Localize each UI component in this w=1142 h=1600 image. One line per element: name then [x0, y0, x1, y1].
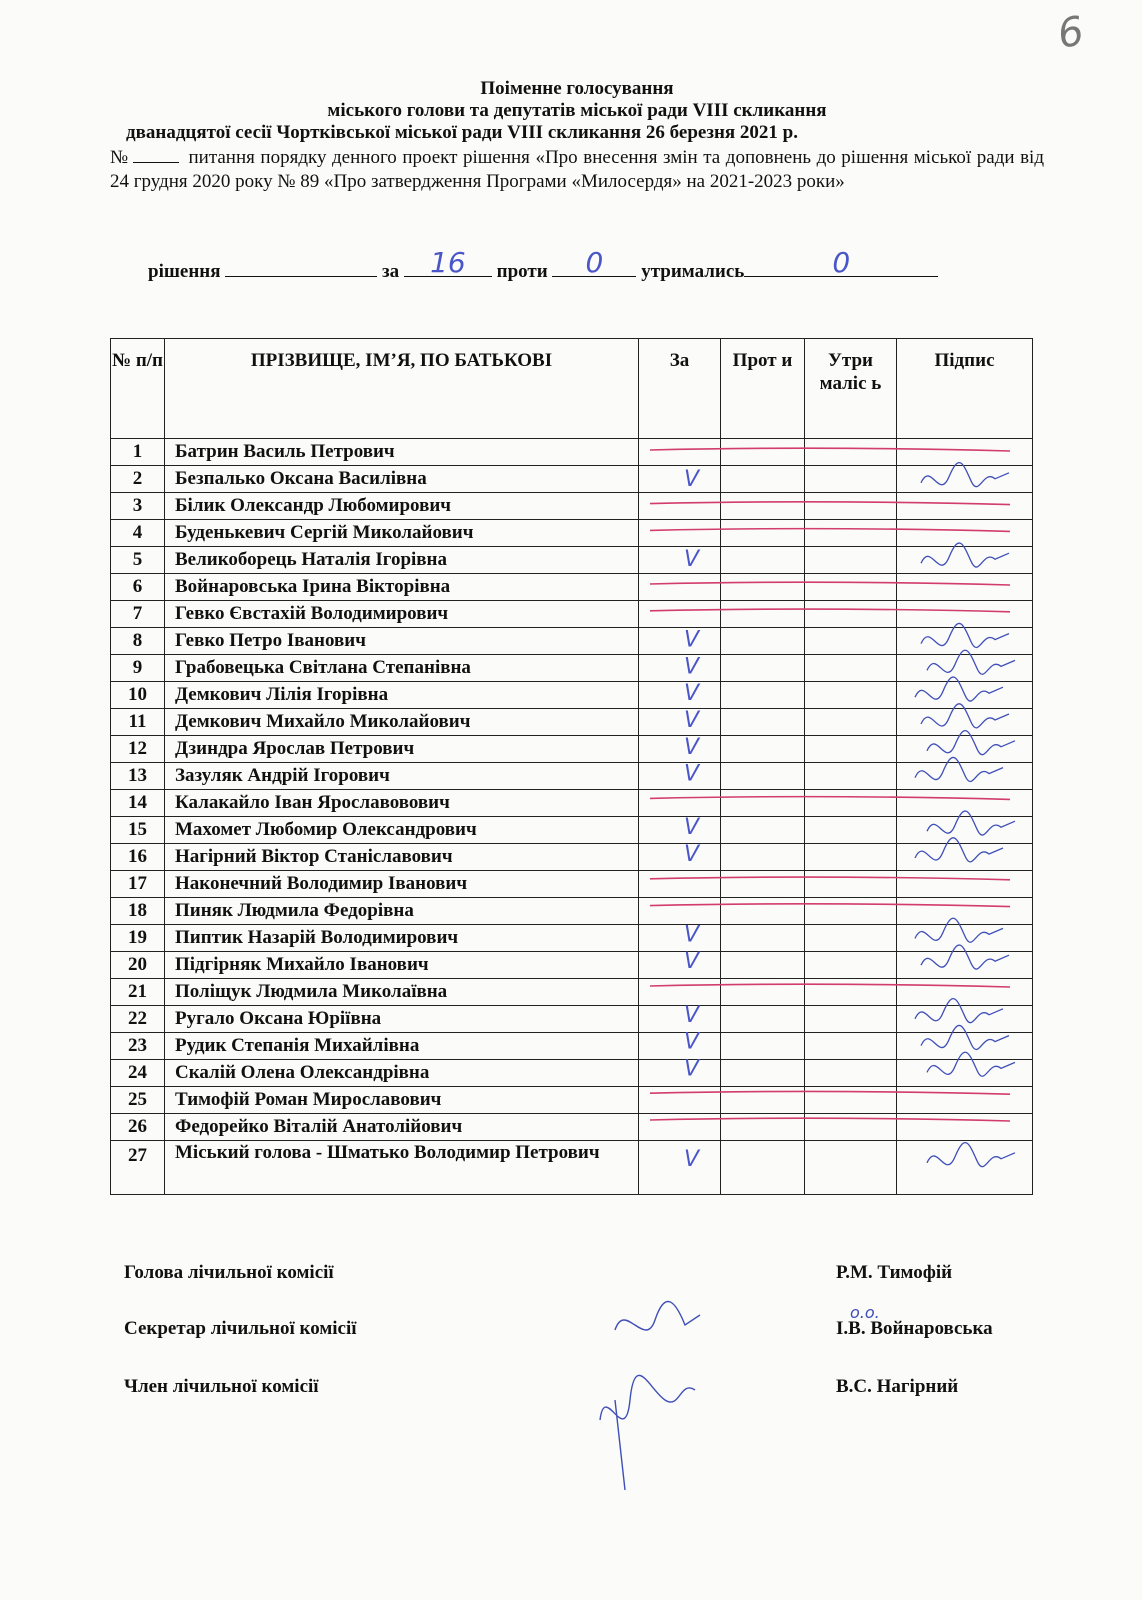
vote-against-cell: [721, 601, 805, 628]
row-number: 19: [111, 925, 165, 952]
deputy-name: Демкович Михайло Миколайович: [165, 709, 639, 736]
vote-against-cell: [721, 682, 805, 709]
signature-cell: [897, 763, 1033, 790]
col-signature-header: Підпис: [897, 339, 1033, 439]
row-number: 15: [111, 817, 165, 844]
against-count: 0: [585, 246, 604, 279]
secretary-role: Секретар лічильної комісії: [124, 1318, 357, 1339]
table-row: [111, 655, 1033, 682]
row-number: 10: [111, 682, 165, 709]
deputy-name: Рудик Степанія Михайлівна: [165, 1033, 639, 1060]
vote-for-cell: [639, 493, 721, 520]
vote-against-cell: [721, 925, 805, 952]
vote-for-cell: [639, 655, 721, 682]
row-number: 25: [111, 1087, 165, 1114]
signature-cell: [897, 817, 1033, 844]
vote-for-cell: [639, 1006, 721, 1033]
row-number: 1: [111, 439, 165, 466]
table-row: [111, 709, 1033, 736]
col-number-header: № п/п: [111, 339, 165, 439]
vote-abstained-cell: [805, 574, 897, 601]
vote-against-cell: [721, 844, 805, 871]
vote-abstained-cell: [805, 763, 897, 790]
vote-for-cell: [639, 1114, 721, 1141]
deputy-name: Грабовецька Світлана Степанівна: [165, 655, 639, 682]
vote-abstained-cell: [805, 439, 897, 466]
deputy-name: Махомет Любомир Олександрович: [165, 817, 639, 844]
for-count: 16: [430, 246, 466, 279]
table-row: [111, 601, 1033, 628]
table-row: [111, 547, 1033, 574]
vote-against-cell: [721, 790, 805, 817]
table-row: [111, 925, 1033, 952]
signature-cell: [897, 925, 1033, 952]
vote-against-cell: [721, 439, 805, 466]
table-row: [111, 1087, 1033, 1114]
vote-for-cell: [639, 1060, 721, 1087]
vote-for-cell: [639, 1141, 721, 1195]
vote-against-cell: [721, 763, 805, 790]
deputy-name: Тимофій Роман Мирославович: [165, 1087, 639, 1114]
vote-for-cell: [639, 547, 721, 574]
vote-abstained-cell: [805, 1114, 897, 1141]
deputy-name: Калакайло Іван Ярославовович: [165, 790, 639, 817]
vote-abstained-cell: [805, 1087, 897, 1114]
table-row: [111, 1114, 1033, 1141]
deputy-name: Демкович Лілія Ігорівна: [165, 682, 639, 709]
row-number: 5: [111, 547, 165, 574]
deputy-name: Буденькевич Сергій Миколайович: [165, 520, 639, 547]
table-row: [111, 682, 1033, 709]
vote-for-cell: [639, 844, 721, 871]
decision-label: рішення: [148, 261, 221, 282]
deputy-name: Батрин Василь Петрович: [165, 439, 639, 466]
vote-against-cell: [721, 574, 805, 601]
vote-against-cell: [721, 1033, 805, 1060]
table-row: [111, 979, 1033, 1006]
vote-against-cell: [721, 871, 805, 898]
vote-for-check-mark: V: [684, 1146, 700, 1172]
deputy-name: Міський голова - Шматько Володимир Петрович: [165, 1141, 639, 1195]
table-row: [111, 520, 1033, 547]
secretary-signature: [615, 1301, 700, 1330]
vote-abstained-cell: [805, 817, 897, 844]
table-row: [111, 1006, 1033, 1033]
vote-for-cell: [639, 1087, 721, 1114]
deputy-name: Пиптик Назарій Володимирович: [165, 925, 639, 952]
signature-cell: [897, 736, 1033, 763]
vote-against-cell: [721, 817, 805, 844]
vote-for-cell: [639, 601, 721, 628]
vote-for-check-mark: V: [684, 708, 700, 733]
for-label: за: [382, 261, 400, 282]
deputy-name: Поліщук Людмила Миколаївна: [165, 979, 639, 1006]
vote-against-cell: [721, 1114, 805, 1141]
question-text: питання порядку денного проект рішення «Про внесення змін та доповнень до рішення міської ради від 24 грудня 2020 року № 89 «Про затвердження Програми «Милосердя» на 2021-2023 роки»: [110, 147, 1044, 192]
vote-against-cell: [721, 736, 805, 763]
deputy-name: Наконечний Володимир Іванович: [165, 871, 639, 898]
row-number: 22: [111, 1006, 165, 1033]
member-role: Член лічильної комісії: [124, 1376, 319, 1397]
vote-for-check-mark: V: [684, 1002, 700, 1028]
vote-for-cell: [639, 979, 721, 1006]
chair-name: Р.М. Тимофій: [836, 1262, 953, 1283]
vote-for-cell: [639, 925, 721, 952]
vote-for-check-mark: V: [684, 627, 700, 653]
row-number: 12: [111, 736, 165, 763]
vote-against-cell: [721, 655, 805, 682]
vote-abstained-cell: [805, 925, 897, 952]
title-line-3: дванадцятої сесії Чортківської міської ради VIII скликання 26 березня 2021 р.: [126, 122, 798, 143]
secretary-acting-note: о.о.: [850, 1303, 880, 1322]
roll-call-table: [110, 338, 1033, 1195]
col-for-header: За: [639, 339, 721, 439]
abstained-label: утримались: [641, 261, 745, 282]
deputy-name: Білик Олександр Любомирович: [165, 493, 639, 520]
table-row: [111, 898, 1033, 925]
chair-role: Голова лічильної комісії: [124, 1262, 334, 1283]
vote-for-check-mark: V: [684, 681, 700, 707]
deputy-name: Пиняк Людмила Федорівна: [165, 898, 639, 925]
vote-abstained-cell: [805, 709, 897, 736]
signature-cell: [897, 655, 1033, 682]
abstained-count-field: [744, 246, 938, 279]
vote-abstained-cell: [805, 898, 897, 925]
vote-against-cell: [721, 979, 805, 1006]
vote-against-cell: [721, 547, 805, 574]
row-number: 21: [111, 979, 165, 1006]
signature-cell: [897, 898, 1033, 925]
vote-abstained-cell: [805, 547, 897, 574]
deputy-name: Дзиндра Ярослав Петрович: [165, 736, 639, 763]
table-row: [111, 493, 1033, 520]
vote-abstained-cell: [805, 493, 897, 520]
row-number: 4: [111, 520, 165, 547]
decision-blank: [225, 258, 377, 277]
signature-cell: [897, 466, 1033, 493]
vote-for-cell: [639, 628, 721, 655]
row-number: 9: [111, 655, 165, 682]
vote-for-cell: [639, 871, 721, 898]
vote-against-cell: [721, 1060, 805, 1087]
row-number: 16: [111, 844, 165, 871]
vote-for-cell: [639, 1033, 721, 1060]
deputy-name: Ругало Оксана Юріївна: [165, 1006, 639, 1033]
vote-abstained-cell: [805, 682, 897, 709]
signature-cell: [897, 682, 1033, 709]
deputy-name: Гевко Петро Іванович: [165, 628, 639, 655]
vote-abstained-cell: [805, 736, 897, 763]
signature-cell: [897, 871, 1033, 898]
vote-abstained-cell: [805, 790, 897, 817]
vote-for-cell: [639, 817, 721, 844]
vote-abstained-cell: [805, 655, 897, 682]
signature-cell: [897, 1033, 1033, 1060]
vote-for-cell: [639, 574, 721, 601]
signature-cell: [897, 1141, 1033, 1195]
vote-abstained-cell: [805, 871, 897, 898]
row-number: 2: [111, 466, 165, 493]
vote-abstained-cell: [805, 466, 897, 493]
vote-for-cell: [639, 709, 721, 736]
table-row: [111, 871, 1033, 898]
row-number: 11: [111, 709, 165, 736]
vote-against-cell: [721, 1141, 805, 1195]
col-abstained-header: Утри маліс ь: [805, 339, 897, 439]
row-number: 27: [111, 1141, 165, 1195]
vote-abstained-cell: [805, 1141, 897, 1195]
vote-for-cell: [639, 790, 721, 817]
vote-abstained-cell: [805, 1033, 897, 1060]
table-row: [111, 790, 1033, 817]
vote-abstained-cell: [805, 520, 897, 547]
table-row: [111, 844, 1033, 871]
row-number: 6: [111, 574, 165, 601]
table-row: [111, 1141, 1033, 1195]
vote-for-check-mark: V: [684, 466, 700, 492]
vote-abstained-cell: [805, 1060, 897, 1087]
deputy-name: Войнаровська Ірина Вікторівна: [165, 574, 639, 601]
against-label: проти: [496, 261, 548, 282]
member-signature: [600, 1375, 695, 1490]
deputy-name: Скалій Олена Олександрівна: [165, 1060, 639, 1087]
vote-for-cell: [639, 682, 721, 709]
signature-cell: [897, 1114, 1033, 1141]
signature-cell: [897, 628, 1033, 655]
table-row: [111, 952, 1033, 979]
roll-call-rows: [111, 439, 1033, 1195]
table-row: [111, 466, 1033, 493]
table-row: [111, 574, 1033, 601]
against-count-field: [552, 246, 636, 279]
vote-against-cell: [721, 628, 805, 655]
row-number: 13: [111, 763, 165, 790]
row-number: 23: [111, 1033, 165, 1060]
vote-against-cell: [721, 952, 805, 979]
vote-for-check-mark: V: [684, 842, 700, 867]
signature-cell: [897, 1087, 1033, 1114]
deputy-name: Підгірняк Михайло Іванович: [165, 952, 639, 979]
vote-for-check-mark: V: [684, 734, 700, 760]
deputy-name: Великоборець Наталія Ігорівна: [165, 547, 639, 574]
deputy-name: Федорейко Віталій Анатолійович: [165, 1114, 639, 1141]
member-name: В.С. Нагірний: [836, 1376, 959, 1397]
row-number: 20: [111, 952, 165, 979]
signature-cell: [897, 520, 1033, 547]
vote-for-check-mark: V: [684, 1029, 700, 1055]
vote-for-cell: [639, 466, 721, 493]
col-name-header: ПРІЗВИЩЕ, ІМ’Я, ПО БАТЬКОВІ: [165, 339, 639, 439]
table-row: [111, 817, 1033, 844]
table-row: [111, 628, 1033, 655]
vote-against-cell: [721, 898, 805, 925]
vote-against-cell: [721, 466, 805, 493]
page-number: 6: [1054, 8, 1088, 58]
signature-cell: [897, 439, 1033, 466]
vote-for-cell: [639, 520, 721, 547]
vote-against-cell: [721, 493, 805, 520]
vote-for-cell: [639, 898, 721, 925]
table-row: [111, 736, 1033, 763]
row-number: 18: [111, 898, 165, 925]
vote-abstained-cell: [805, 601, 897, 628]
vote-for-check-mark: V: [684, 547, 700, 573]
vote-against-cell: [721, 1087, 805, 1114]
row-number: 14: [111, 790, 165, 817]
signature-cell: [897, 979, 1033, 1006]
title-line-2: міського голови та депутатів міської ради VIII скликання: [327, 100, 827, 121]
deputy-name: Гевко Євстахій Володимирович: [165, 601, 639, 628]
vote-abstained-cell: [805, 844, 897, 871]
vote-abstained-cell: [805, 979, 897, 1006]
signature-cell: [897, 493, 1033, 520]
vote-abstained-cell: [805, 628, 897, 655]
signature-cell: [897, 1006, 1033, 1033]
signature-cell: [897, 547, 1033, 574]
secretary-name: І.В. Войнаровська: [836, 1318, 993, 1339]
vote-against-cell: [721, 520, 805, 547]
row-number: 26: [111, 1114, 165, 1141]
question-number-label: №: [110, 147, 129, 168]
vote-for-cell: [639, 736, 721, 763]
col-against-header: Прот и: [721, 339, 805, 439]
document-header: [110, 78, 1044, 194]
signature-cell: [897, 790, 1033, 817]
decision-summary: [148, 246, 1038, 283]
table-row: [111, 439, 1033, 466]
vote-for-cell: [639, 952, 721, 979]
question-number-blank: [133, 148, 179, 163]
row-number: 7: [111, 601, 165, 628]
deputy-name: Нагірний Віктор Станіславович: [165, 844, 639, 871]
signature-cell: [897, 574, 1033, 601]
deputy-name: Безпалько Оксана Василівна: [165, 466, 639, 493]
vote-for-check-mark: V: [684, 949, 700, 975]
vote-abstained-cell: [805, 952, 897, 979]
vote-against-cell: [721, 709, 805, 736]
vote-for-check-mark: V: [684, 815, 700, 841]
table-row: [111, 1060, 1033, 1087]
vote-against-cell: [721, 1006, 805, 1033]
signature-cell: [897, 601, 1033, 628]
for-count-field: [404, 246, 492, 279]
row-number: 24: [111, 1060, 165, 1087]
signature-cell: [897, 952, 1033, 979]
signature-cell: [897, 709, 1033, 736]
vote-for-check-mark: V: [684, 654, 700, 680]
title-line-1: Поіменне голосування: [480, 78, 674, 99]
vote-for-check-mark: V: [684, 922, 700, 948]
table-row: [111, 1033, 1033, 1060]
vote-for-cell: [639, 439, 721, 466]
signature-cell: [897, 844, 1033, 871]
agenda-question: [110, 146, 1044, 194]
vote-for-cell: [639, 763, 721, 790]
vote-for-check-mark: V: [684, 1056, 700, 1082]
deputy-name: Зазуляк Андрій Ігорович: [165, 763, 639, 790]
signature-cell: [897, 1060, 1033, 1087]
vote-abstained-cell: [805, 1006, 897, 1033]
vote-for-check-mark: V: [684, 761, 700, 787]
abstained-count: 0: [832, 246, 851, 279]
row-number: 3: [111, 493, 165, 520]
row-number: 8: [111, 628, 165, 655]
table-row: [111, 763, 1033, 790]
row-number: 17: [111, 871, 165, 898]
